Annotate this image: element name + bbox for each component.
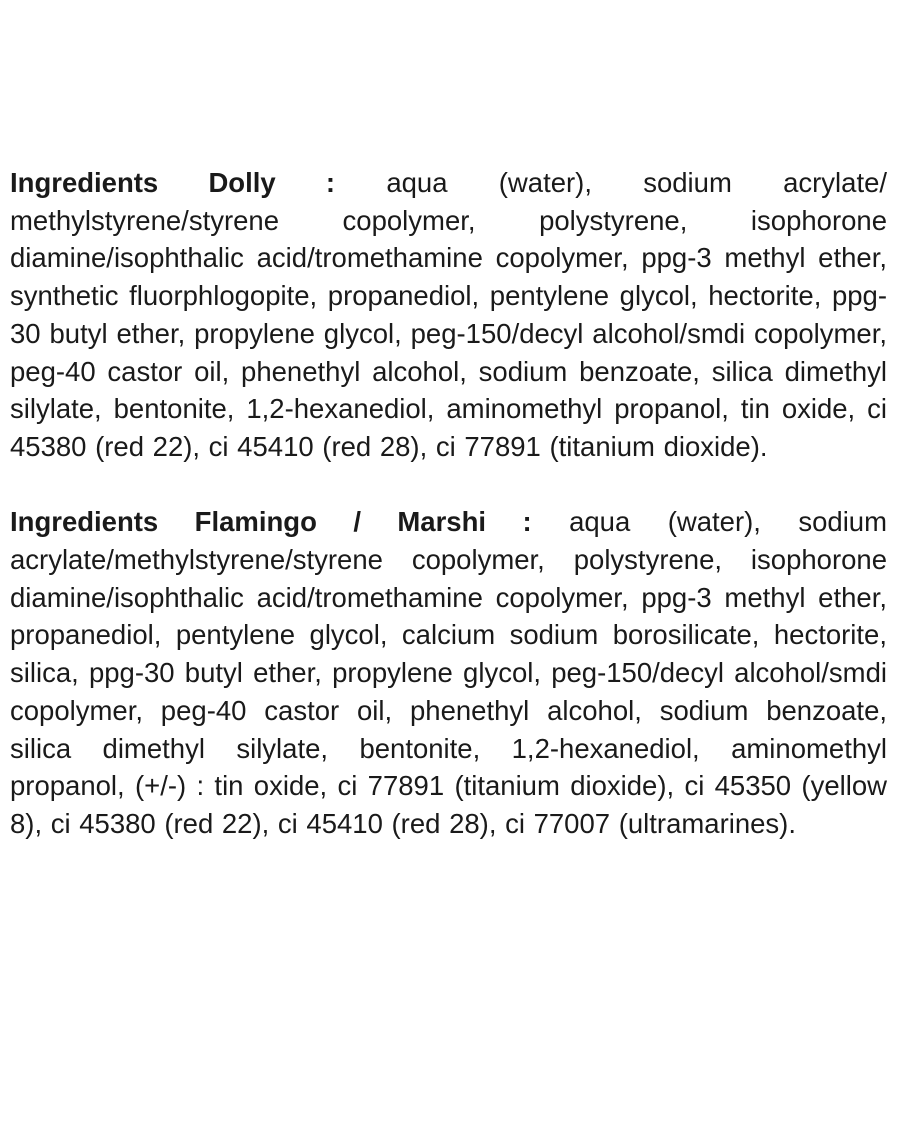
ingredients-document: [10, 164, 887, 843]
ingredients-flamingo-marshi-block: [10, 503, 887, 842]
ingredients-dolly-label: Ingredients Dolly :: [10, 167, 336, 198]
ingredients-flamingo-marshi-label: Ingredients Flamingo / Marshi :: [10, 506, 532, 538]
ingredients-dolly-list: aqua (water), sodium acrylate/ methylstyrene/styrene copolymer, polystyrene, isophorone diamine/isophthalic acid/tromethamine copolymer, ppg-3 methyl ether, synthetic fluorphlogopite, propanediol, pentylene glycol, hectorite, ppg-30 butyl ether, propylene glycol, peg-150/decyl alcohol/smdi copolymer, peg-40 castor oil, phenethyl alcohol, sodium benzoate, silica dimethyl silylate, bentonite, 1,2-hexanediol, aminomethyl propanol, tin oxide, ci 45380 (red 22), ci 45410 (red 28), ci 77891 (titanium dioxide).: [10, 167, 888, 462]
ingredients-flamingo-marshi-list: aqua (water), sodium acrylate/methylstyrene/styrene copolymer, polystyrene, isophorone diamine/isophthalic acid/tromethamine copolymer, ppg-3 methyl ether, propanediol, pentylene glycol, calcium sodium borosilicate, hectorite, silica, ppg-30 butyl ether, propylene glycol, peg-150/decyl alcohol/smdi copolymer, peg-40 castor oil, phenethyl alcohol, sodium benzoate, silica dimethyl silylate, bentonite, 1,2-hexanediol, aminomethyl propanol, (+/-) : tin oxide, ci 77891 (titanium dioxide), ci 45350 (yellow 8), ci 45380 (red 22), ci 45410 (red 28), ci 77007 (ultramarines).: [10, 506, 888, 839]
ingredients-dolly-block: [10, 164, 887, 466]
